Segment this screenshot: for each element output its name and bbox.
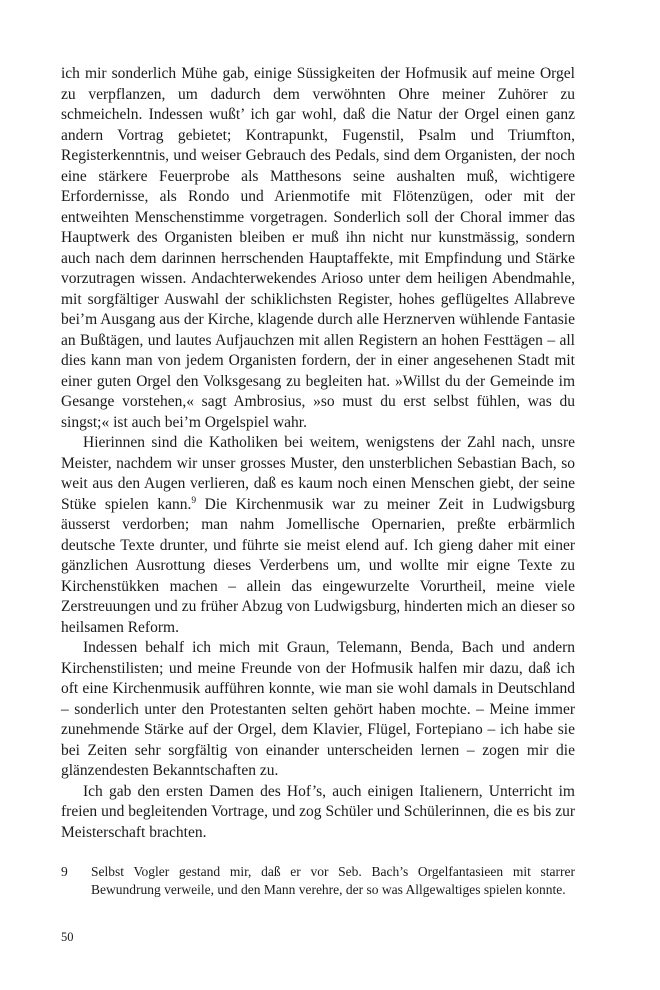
footnote-number: 9	[61, 864, 68, 879]
page-body	[61, 64, 575, 899]
footnote-text: Selbst Vogler gestand mir, daß er vor Seb. Bach’s Orgelfantasieen mit starrer Bewundrung verweile, und den Mann verehre, der so was Allgewaltiges spielen konnte.	[91, 864, 575, 897]
paragraph-2	[61, 433, 575, 638]
paragraph-4: Ich gab den ersten Damen des Hof’s, auch einigen Italienern, Unterricht im freien und begleitenden Vortrage, und zog Schüler und Schülerinnen, die es bis zur Meisterschaft brachten.	[61, 782, 575, 841]
paragraph-3: Indessen behalf ich mich mit Graun, Telemann, Benda, Bach und andern Kirchenstilisten; und meine Freunde von der Hofmusik halfen mir dazu, daß ich oft eine Kirchenmusik aufführen konnte, wie man sie wohl damals in Deutschland – sonderlich unter den Protestanten selten gehört haben mochte. – Meine immer zunehmende Stärke auf der Orgel, dem Klavier, Flügel, Fortepiano – ich habe sie bei Zeiten sehr sorgfältig von einander unterscheiden lernen – zogen mir die glänzendesten Bekanntschaften zu.	[61, 639, 575, 779]
footnote	[61, 863, 575, 899]
paragraph-2-part-b: Die Kirchenmusik war zu meiner Zeit in Ludwigsburg äusserst verdorben; man nahm Jomellische Opernarien, preßte erbärmlich deutsche Texte drunter, und führte sie meist elend auf. Ich gieng daher mit einer gänzlichen Ausrottung dieses Verderbens um, und wollte mir eigne Texte zu Kirchenstükken machen – allein das eingewurzelte Vorurtheil, meine viele Zerstreuungen und zu früher Abzug von Ludwigsburg, hinderten mich an dieser so heilsamen Reform.	[61, 495, 575, 636]
paragraph-2-part-a: Hierinnen sind die Katholiken bei weitem, wenigstens der Zahl nach, unsre Meister, nachdem wir unser grosses Muster, den unsterblichen Sebastian Bach, so weit aus den Augen verlieren, daß es kaum noch einen Menschen giebt, der seine Stüke spielen kann.	[61, 434, 575, 513]
paragraph-1: ich mir sonderlich Mühe gab, einige Süssigkeiten der Hofmusik auf meine Orgel zu verpflanzen, um dadurch dem verwöhnten Ohre meiner Zuhörer zu schmeicheln. Indessen wußt’ ich gar wohl, daß die Natur der Orgel einen ganz andern Vortrag gebietet; Kontrapunkt, Fugenstil, Psalm und Triumfton, Registerkenntnis, und weiser Gebrauch des Pedals, sind dem Organisten, der noch eine stärkere Feuerprobe als Matthesons seine aushalten muß, wichtigere Erfordernisse, als Rondo und Arienmotife mit Flötenzügen, oder mit der entweihten Menschenstimme vorgetragen. Sonderlich soll der Choral immer das Hauptwerk des Organisten bleiben er muß ihn nicht nur kunstmässig, sondern auch nach dem darinnen herrschenden Hauptaffekte, mit Empfindung und Stärke vorzutragen wissen. Andachterwekendes Arioso unter dem heiligen Abendmahle, mit sorgfältiger Auswahl der schiklichsten Register, hohes geflügeltes Allabreve bei’m Ausgang aus der Kirche, klagende durch alle Herznerven wühlende Fantasie an Bußtägen, und lautes Aufjauchzen mit allen Registern an hohen Festtägen – all dies kann man von jedem Organisten fordern, der in einer angesehenen Stadt mit einer guten Orgel den Volksgesang zu begleiten hat. »Willst du der Gemeinde im Gesange vorstehen,« sagt Ambrosius, »so must du erst selbst fühlen, was du singst;« ist auch bei’m Orgelspiel wahr.	[61, 65, 575, 431]
page-number: 50	[61, 930, 74, 944]
footnote-reference: 9	[191, 495, 197, 506]
